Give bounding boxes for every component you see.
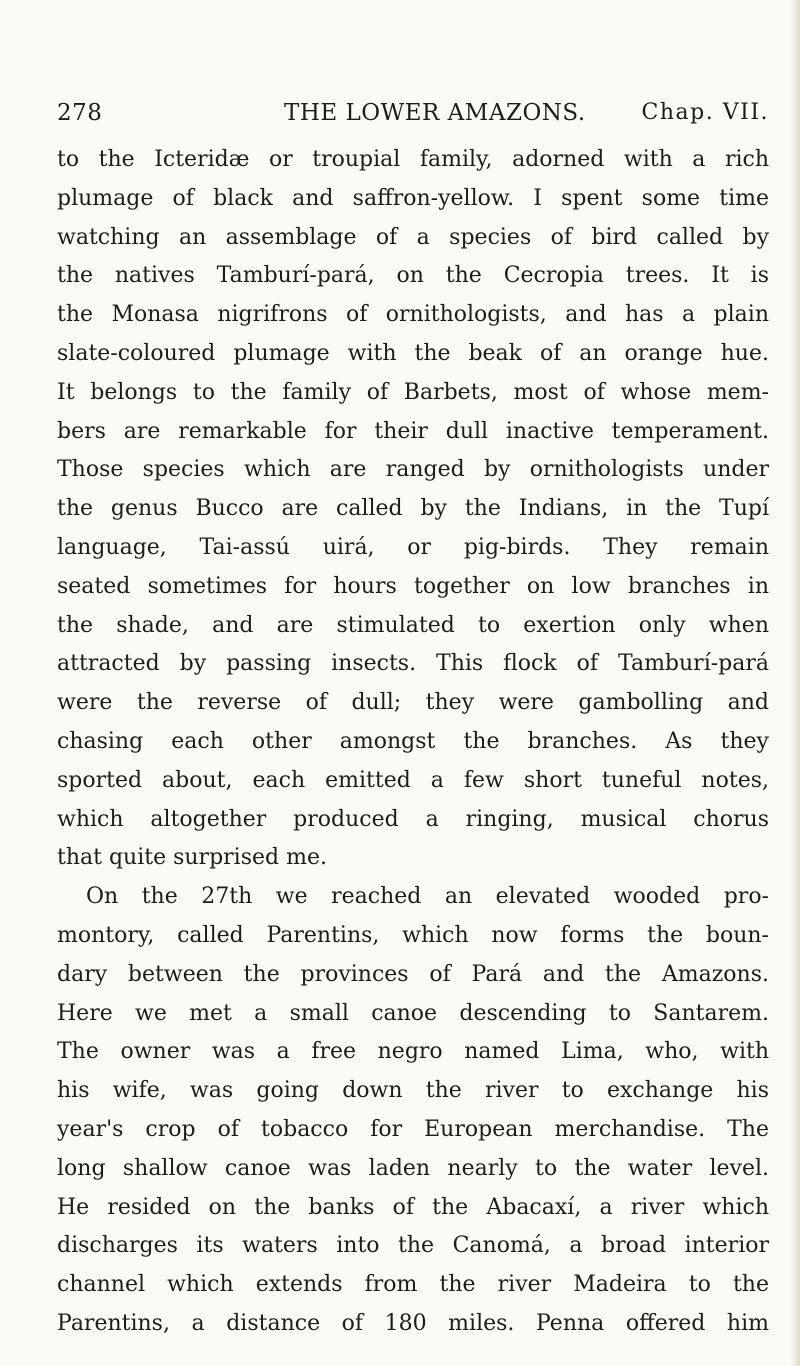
text-line: He resided on the banks of the Abacaxí, a river which <box>57 1194 769 1220</box>
text-line: bers are remarkable for their dull inactive temperament. <box>57 418 769 444</box>
text-line: language, Tai-assú uirá, or pig-birds. They remain <box>57 534 769 560</box>
text-line: seated sometimes for hours together on low branches in <box>57 573 769 599</box>
text-line: The owner was a free negro named Lima, who, with <box>57 1039 769 1065</box>
text-line: montory, called Parentins, which now forms the boun- <box>57 922 769 948</box>
running-title: THE LOWER AMAZONS. <box>284 100 586 126</box>
text-line: watching an assemblage of a species of bird called by <box>57 224 769 250</box>
text-line: the Monasa nigrifrons of ornithologists, and has a plain <box>57 302 769 328</box>
text-line: It belongs to the family of Barbets, most of whose mem- <box>57 379 769 405</box>
chapter-reference: Chap. VII. <box>641 100 769 125</box>
text-line: long shallow canoe was laden nearly to the water level. <box>57 1155 769 1181</box>
text-line: Parentins, a distance of 180 miles. Penna offered him <box>57 1310 769 1336</box>
text-line: the natives Tamburí-pará, on the Cecropia trees. It is <box>57 263 769 289</box>
text-line: the shade, and are stimulated to exertion only when <box>57 612 769 638</box>
text-line: which altogether produced a ringing, musical chorus <box>57 806 769 832</box>
text-line: the genus Bucco are called by the Indians, in the Tupí <box>57 496 769 522</box>
text-line: discharges its waters into the Canomá, a broad interior <box>57 1233 769 1259</box>
page-edge-shadow <box>790 0 800 1366</box>
text-line: channel which extends from the river Madeira to the <box>57 1272 769 1298</box>
body-text <box>57 141 769 1344</box>
text-line: chasing each other amongst the branches. As they <box>57 728 769 754</box>
text-line: Here we met a small canoe descending to Santarem. <box>57 1000 769 1026</box>
text-line: were the reverse of dull; they were gambolling and <box>57 690 769 716</box>
text-line: slate-coloured plumage with the beak of an orange hue. <box>57 340 769 366</box>
text-line: plumage of black and saffron-yellow. I spent some time <box>57 185 769 211</box>
text-line: sported about, each emitted a few short tuneful notes, <box>57 767 769 793</box>
text-line: Those species which are ranged by ornithologists under <box>57 457 769 483</box>
page-number: 278 <box>57 100 103 126</box>
text-line: his wife, was going down the river to exchange his <box>57 1078 769 1104</box>
paragraph-start-line: On the 27th we reached an elevated wooded pro- <box>86 884 769 910</box>
running-header <box>57 100 769 136</box>
paragraph-end-line: that quite surprised me. <box>57 845 327 871</box>
text-line: dary between the provinces of Pará and the Amazons. <box>57 961 769 987</box>
text-line: attracted by passing insects. This flock of Tamburí-pará <box>57 651 769 677</box>
text-line: year's crop of tobacco for European merchandise. The <box>57 1116 769 1142</box>
text-line: to the Icteridæ or troupial family, adorned with a rich <box>57 147 769 172</box>
